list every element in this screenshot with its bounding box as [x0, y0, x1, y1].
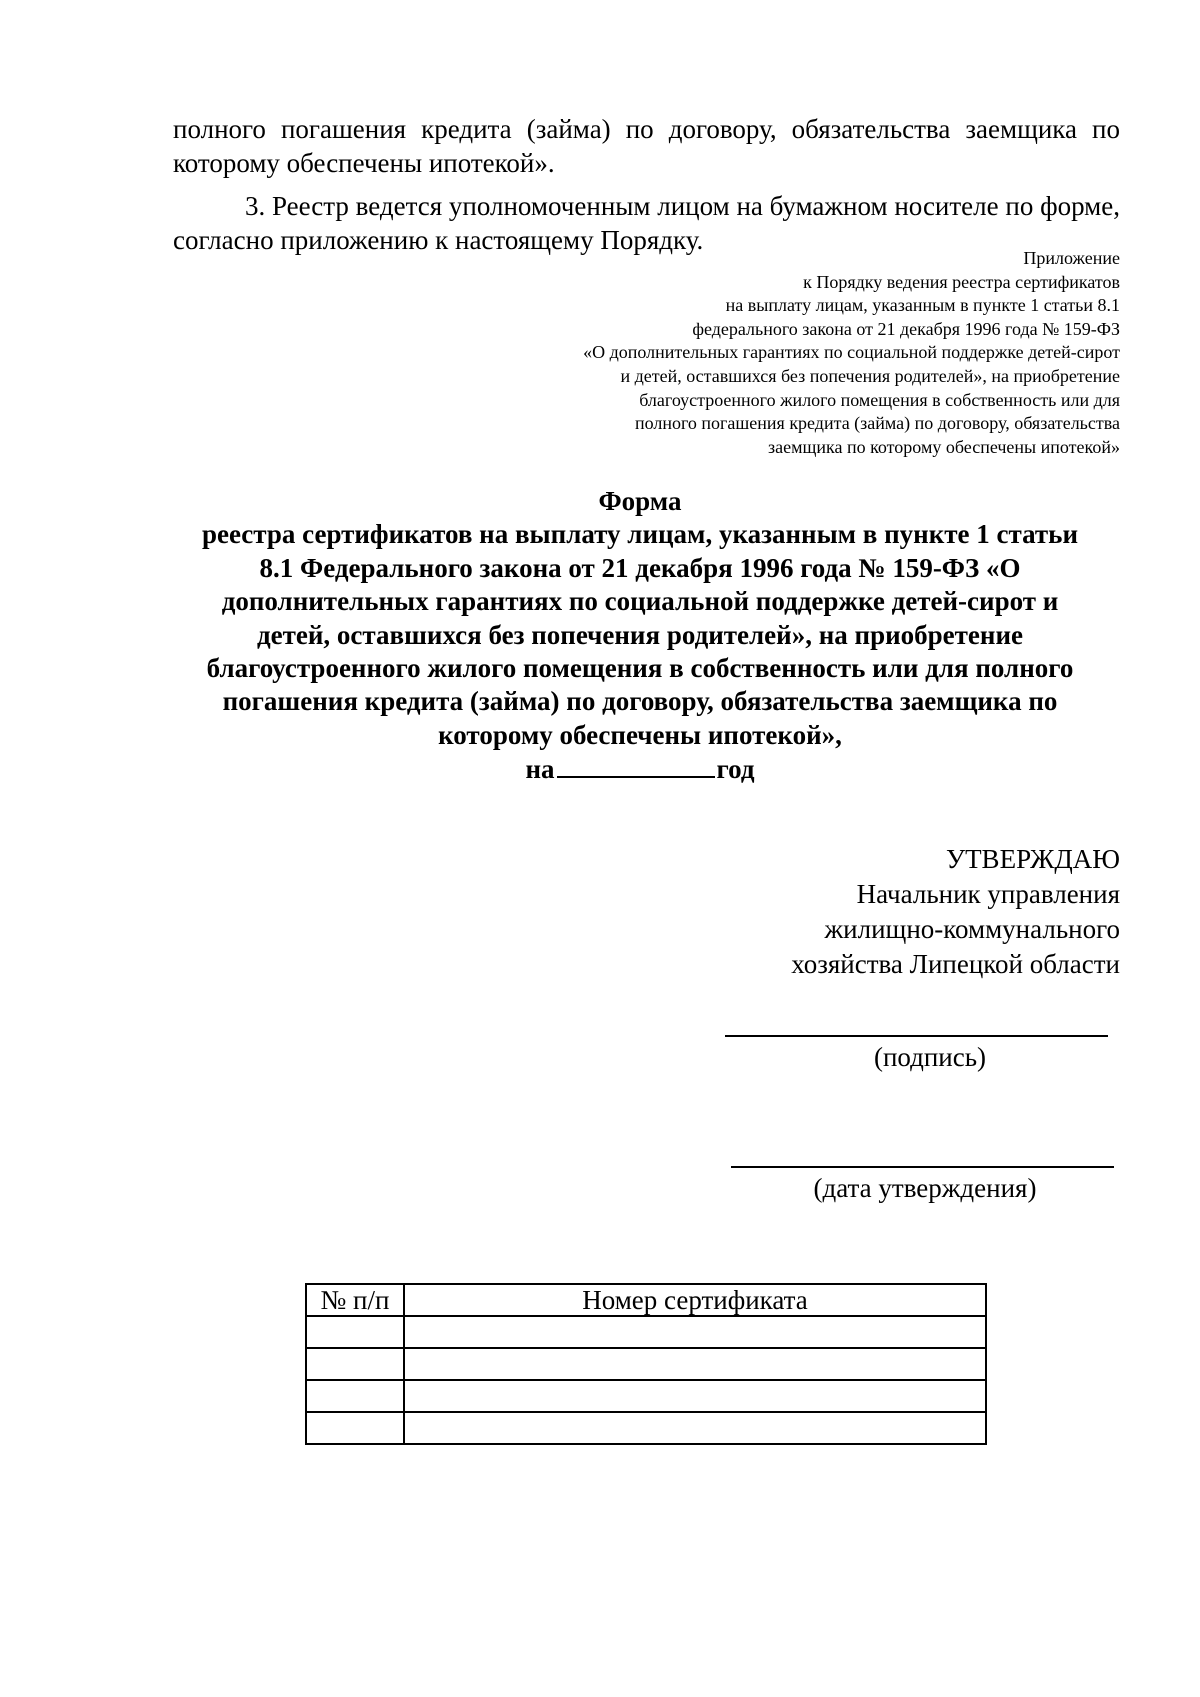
form-title-line: детей, оставшихся без попечения родителей», на приобретение [256, 619, 1024, 650]
table-cell[interactable] [306, 1348, 404, 1380]
form-title-line: благоустроенного жилого помещения в собственность или для полного [206, 653, 1074, 684]
approval-date-label: (дата утверждения) [813, 1173, 1037, 1203]
year-prefix: на [525, 754, 555, 785]
table-header-row [306, 1284, 986, 1316]
approval-date-blank-line[interactable] [731, 1166, 1114, 1168]
table-cell[interactable] [404, 1380, 986, 1412]
approval-line: Начальник управления [856, 879, 1120, 909]
year-blank-field[interactable] [557, 752, 715, 778]
form-title-line: которому обеспечены ипотекой», [438, 719, 842, 750]
appendix-line: федерального закона от 21 декабря 1996 года № 159-ФЗ [692, 318, 1120, 339]
appendix-line: к Порядку ведения реестра сертификатов [803, 271, 1120, 292]
table-row [306, 1316, 986, 1348]
table-cell[interactable] [404, 1412, 986, 1444]
approval-line: УТВЕРЖДАЮ [945, 844, 1120, 874]
table-cell[interactable] [404, 1348, 986, 1380]
appendix-line: на выплату лицам, указанным в пункте 1 статьи 8.1 [725, 295, 1120, 316]
form-title-line: дополнительных гарантиях по социальной поддержке детей-сирот и [221, 586, 1059, 617]
table-cell[interactable] [306, 1316, 404, 1348]
form-heading: Форма [598, 486, 682, 516]
intro-paragraph-2: 3. Реестр ведется уполномоченным лицом на бумажном носителе по форме, согласно приложению к настоящему Порядку. [173, 191, 1120, 255]
intro-paragraph-1: полного погашения кредита (займа) по договору, обязательства заемщика по которому обеспечены ипотекой». [173, 114, 1120, 178]
column-header-certificate: Номер сертификата [404, 1284, 986, 1316]
column-header-number: № п/п [306, 1284, 404, 1316]
table-cell[interactable] [306, 1412, 404, 1444]
approval-line: жилищно-коммунального [824, 914, 1120, 944]
appendix-line: Приложение [1023, 248, 1120, 268]
signature-blank-line[interactable] [725, 1035, 1108, 1037]
form-title-line: 8.1 Федерального закона от 21 декабря 1996 года № 159-ФЗ «О [259, 552, 1021, 583]
appendix-line: и детей, оставшихся без попечения родителей», на приобретение [620, 365, 1120, 386]
year-line [160, 752, 1120, 786]
approval-block [620, 842, 1120, 982]
certificate-registry-table [305, 1283, 987, 1445]
appendix-line: благоустроенного жилого помещения в собственность или для [639, 389, 1120, 410]
year-suffix: год [716, 754, 755, 785]
table-row [306, 1412, 986, 1444]
table-row [306, 1348, 986, 1380]
table-row [306, 1380, 986, 1412]
form-title-line: реестра сертификатов на выплату лицам, указанным в пункте 1 статьи [201, 519, 1079, 550]
table-cell[interactable] [404, 1316, 986, 1348]
form-title-line: погашения кредита (займа) по договору, обязательства заемщика по [222, 686, 1058, 717]
table-cell[interactable] [306, 1380, 404, 1412]
approval-line: хозяйства Липецкой области [791, 949, 1120, 979]
signature-label: (подпись) [873, 1042, 987, 1072]
form-title [160, 485, 1120, 787]
appendix-line: заемщика по которому обеспечены ипотекой» [768, 436, 1120, 457]
appendix-note [480, 247, 1120, 459]
intro-text [173, 112, 1120, 257]
appendix-line: «О дополнительных гарантиях по социальной поддержке детей-сирот [583, 342, 1120, 363]
appendix-line: полного погашения кредита (займа) по договору, обязательства [634, 413, 1120, 434]
